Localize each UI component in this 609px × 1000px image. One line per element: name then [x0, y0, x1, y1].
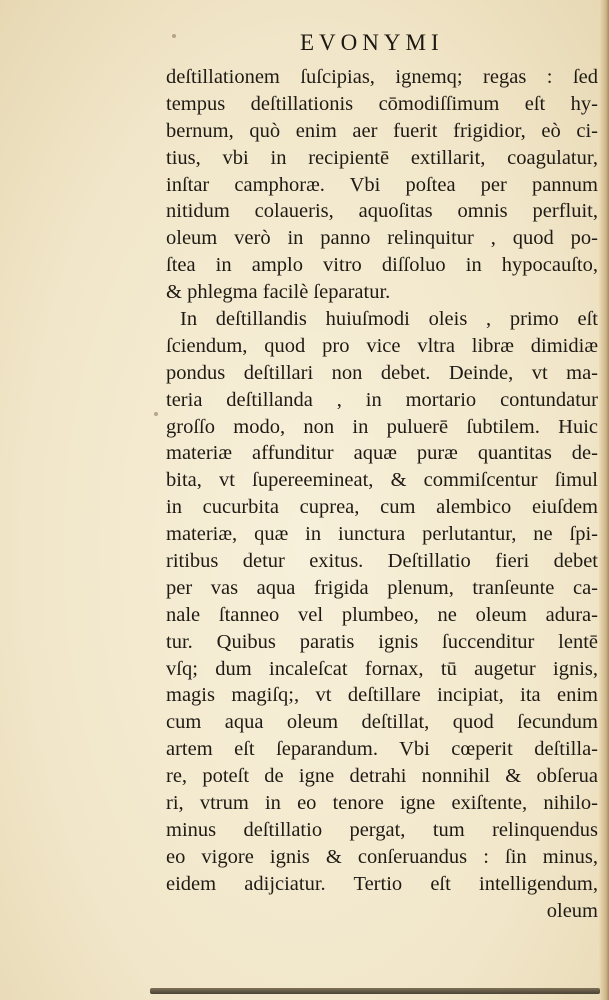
- text-line: cum aqua oleum deſtillat, quod ſecundum: [166, 711, 598, 734]
- text-line: magis magiſq;, vt deſtillare incipiat, ita enim: [166, 684, 598, 707]
- body-text: [166, 64, 598, 925]
- text-line: per vas aqua frigida plenum, tranſeunte ca-: [166, 576, 598, 599]
- running-head: EVONYMI: [300, 30, 444, 55]
- text-line: materiæ affunditur aquæ puræ quantitas de-: [166, 442, 598, 465]
- text-line: vſq; dum incaleſcat fornax, tū augetur ignis,: [166, 657, 598, 680]
- text-line: groſſo modo, non in puluerē ſubtilem. Huic: [166, 415, 598, 438]
- text-line: nitidum colaueris, aquoſitas omnis perfluit,: [166, 200, 598, 223]
- text-line: ri, vtrum in eo tenore igne exiſtente, nihilo-: [166, 792, 598, 815]
- text-line: inſtar camphoræ. Vbi poſtea per pannum: [166, 173, 598, 196]
- catchword: oleum: [546, 899, 598, 922]
- text-line: tius, vbi in recipientē extillarit, coagulatur,: [166, 146, 598, 169]
- text-line: ſciendum, quod pro vice vltra libræ dimidiæ: [166, 334, 598, 357]
- text-line: in cucurbita cuprea, cum alembico eiuſdem: [166, 496, 598, 519]
- text-line: tur. Quibus paratis ignis ſuccenditur lentē: [166, 630, 598, 653]
- text-line: bita, vt ſupereemineat, & commiſcentur ſimul: [166, 469, 598, 492]
- text-line: materiæ, quæ in iunctura perlutantur, ne ſpi-: [166, 523, 598, 546]
- text-line: teria deſtillanda , in mortario contundatur: [166, 388, 598, 411]
- text-line: oleum verò in panno relinquitur , quod po-: [166, 227, 598, 250]
- text-line: eidem adijciatur. Tertio eſt intelligendum,: [166, 872, 598, 895]
- text-line: re, poteſt de igne detrahi nonnihil & obſerua: [166, 765, 598, 788]
- text-line: artem eſt ſeparandum. Vbi cœperit deſtilla-: [166, 738, 598, 761]
- text-line: eo vigore ignis & conſeruandus : ſin minus,: [166, 845, 598, 868]
- text-line: nale ſtanneo vel plumbeo, ne oleum adura-: [166, 603, 598, 626]
- page-bottom-shadow: [150, 988, 600, 994]
- ink-speck: [172, 34, 176, 38]
- text-line: minus deſtillatio pergat, tum relinquendus: [166, 818, 598, 841]
- text-line: bernum, quò enim aer fuerit frigidior, eò ci-: [166, 119, 598, 142]
- text-line: pondus deſtillari non debet. Deinde, vt ma-: [166, 361, 598, 384]
- page-edge: [599, 0, 609, 1000]
- text-line: In deſtillandis huiuſmodi oleis , primo eſt: [180, 308, 598, 331]
- text-line: deſtillationem ſuſcipias, ignemq; regas : ſed: [166, 66, 598, 88]
- text-line: & phlegma facilè ſeparatur.: [166, 281, 391, 304]
- text-line: tempus deſtillationis cōmodiſſimum eſt hy-: [166, 92, 598, 115]
- ink-speck: [154, 412, 158, 416]
- text-line: ritibus detur exitus. Deſtillatio fieri debet: [166, 550, 598, 573]
- text-line: ſtea in amplo vitro diſſoluo in hypocauſto,: [166, 254, 598, 277]
